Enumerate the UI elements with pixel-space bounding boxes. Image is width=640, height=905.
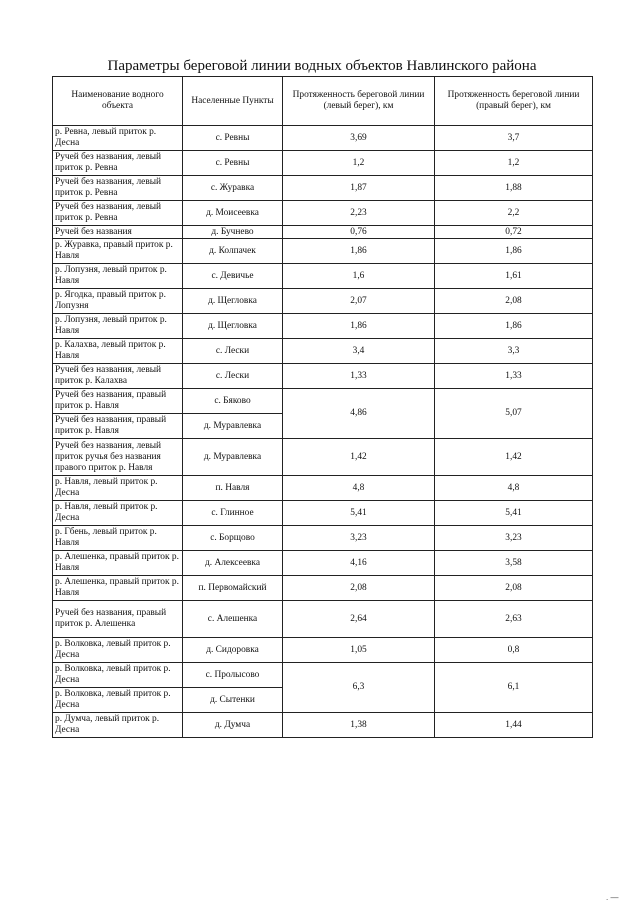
cell-settlement: с. Ревны (183, 126, 283, 151)
cell-name: р. Журавка, правый приток р. Навля (53, 239, 183, 264)
cell-name: Ручей без названия (53, 226, 183, 239)
cell-left: 1,86 (283, 239, 435, 264)
cell-right: 1,42 (435, 439, 593, 476)
cell-name: р. Калахва, левый приток р. Навля (53, 339, 183, 364)
cell-left: 1,87 (283, 176, 435, 201)
table-row (53, 389, 593, 414)
table-row (53, 289, 593, 314)
cell-name: р. Волковка, левый приток р. Десна (53, 638, 183, 663)
cell-right: 0,72 (435, 226, 593, 239)
cell-right: 5,41 (435, 501, 593, 526)
cell-settlement: д. Колпачек (183, 239, 283, 264)
cell-left: 1,2 (283, 151, 435, 176)
cell-name: Ручей без названия, левый приток р. Ревна (53, 176, 183, 201)
cell-settlement: с. Пролысово (183, 663, 283, 688)
cell-settlement: с. Глинное (183, 501, 283, 526)
cell-right: 1,86 (435, 239, 593, 264)
cell-left: 2,08 (283, 576, 435, 601)
table-row (53, 239, 593, 264)
cell-right: 3,58 (435, 551, 593, 576)
cell-left: 5,41 (283, 501, 435, 526)
cell-name: р. Волковка, левый приток р. Десна (53, 688, 183, 713)
table-row (53, 176, 593, 201)
table-header-row (53, 77, 593, 126)
cell-settlement: д. Сытенки (183, 688, 283, 713)
table-row (53, 201, 593, 226)
header-name: Наименование водного объекта (53, 77, 183, 126)
cell-right: 2,08 (435, 289, 593, 314)
cell-settlement: с. Борщово (183, 526, 283, 551)
cell-settlement: д. Бучнево (183, 226, 283, 239)
cell-settlement: д. Щегловка (183, 314, 283, 339)
cell-right: 2,08 (435, 576, 593, 601)
cell-right: 1,33 (435, 364, 593, 389)
table-row (53, 339, 593, 364)
cell-name: Ручей без названия, левый приток р. Калахва (53, 364, 183, 389)
footer-mark: . — (606, 893, 619, 902)
cell-name: р. Навля, левый приток р. Десна (53, 476, 183, 501)
table-row (53, 713, 593, 738)
table-row (53, 226, 593, 239)
cell-settlement: с. Бяково (183, 389, 283, 414)
cell-right: 1,61 (435, 264, 593, 289)
cell-left: 0,76 (283, 226, 435, 239)
cell-left: 3,69 (283, 126, 435, 151)
cell-settlement: д. Моисеевка (183, 201, 283, 226)
table-row (53, 551, 593, 576)
cell-left: 4,8 (283, 476, 435, 501)
cell-right: 1,44 (435, 713, 593, 738)
cell-left: 1,42 (283, 439, 435, 476)
cell-right: 3,23 (435, 526, 593, 551)
cell-name: р. Навля, левый приток р. Десна (53, 501, 183, 526)
cell-name: Ручей без названия, правый приток р. Навля (53, 414, 183, 439)
cell-settlement: с. Алешенка (183, 601, 283, 638)
cell-settlement: с. Лески (183, 364, 283, 389)
cell-settlement: с. Девичье (183, 264, 283, 289)
table-row (53, 663, 593, 688)
cell-left: 1,33 (283, 364, 435, 389)
cell-right: 3,3 (435, 339, 593, 364)
cell-left: 1,05 (283, 638, 435, 663)
cell-left: 1,86 (283, 314, 435, 339)
cell-left: 6,3 (283, 663, 435, 713)
cell-settlement: д. Муравлевка (183, 414, 283, 439)
cell-right: 1,2 (435, 151, 593, 176)
cell-left: 3,23 (283, 526, 435, 551)
cell-right: 2,63 (435, 601, 593, 638)
table-row (53, 151, 593, 176)
cell-right: 0,8 (435, 638, 593, 663)
header-right-bank: Протяженность береговой линии (правый берег), км (435, 77, 593, 126)
cell-right: 1,88 (435, 176, 593, 201)
cell-name: Ручей без названия, правый приток р. Навля (53, 389, 183, 414)
cell-settlement: д. Сидоровка (183, 638, 283, 663)
cell-name: р. Лопузня, левый приток р. Навля (53, 314, 183, 339)
cell-name: Ручей без названия, левый приток ручья без названия правого приток р. Навля (53, 439, 183, 476)
cell-settlement: п. Первомайский (183, 576, 283, 601)
cell-name: р. Алешенка, правый приток р. Навля (53, 551, 183, 576)
table-row (53, 439, 593, 476)
cell-left: 4,16 (283, 551, 435, 576)
header-settlement: Населенные Пункты (183, 77, 283, 126)
cell-name: р. Алешенка, правый приток р. Навля (53, 576, 183, 601)
cell-name: р. Ревна, левый приток р. Десна (53, 126, 183, 151)
cell-left: 2,07 (283, 289, 435, 314)
cell-name: р. Волковка, левый приток р. Десна (53, 663, 183, 688)
cell-settlement: д. Алексеевка (183, 551, 283, 576)
cell-settlement: д. Щегловка (183, 289, 283, 314)
cell-name: Ручей без названия, правый приток р. Алешенка (53, 601, 183, 638)
table-row (53, 638, 593, 663)
table-row (53, 264, 593, 289)
cell-left: 2,64 (283, 601, 435, 638)
table-row (53, 526, 593, 551)
cell-left: 1,6 (283, 264, 435, 289)
cell-name: Ручей без названия, левый приток р. Ревна (53, 201, 183, 226)
cell-right: 2,2 (435, 201, 593, 226)
table-row (53, 576, 593, 601)
table-row (53, 501, 593, 526)
cell-left: 3,4 (283, 339, 435, 364)
table-row (53, 314, 593, 339)
cell-right: 3,7 (435, 126, 593, 151)
cell-left: 2,23 (283, 201, 435, 226)
shoreline-table (52, 76, 593, 738)
cell-name: р. Лопузня, левый приток р. Навля (53, 264, 183, 289)
table-row (53, 126, 593, 151)
cell-settlement: п. Навля (183, 476, 283, 501)
cell-right: 5,07 (435, 389, 593, 439)
cell-left: 1,38 (283, 713, 435, 738)
cell-settlement: с. Лески (183, 339, 283, 364)
header-left-bank: Протяженность береговой линии (левый берег), км (283, 77, 435, 126)
cell-name: р. Гбень, левый приток р. Навля (53, 526, 183, 551)
cell-name: р. Думча, левый приток р. Десна (53, 713, 183, 738)
cell-right: 6,1 (435, 663, 593, 713)
table-row (53, 476, 593, 501)
cell-name: Ручей без названия, левый приток р. Ревна (53, 151, 183, 176)
cell-settlement: д. Муравлевка (183, 439, 283, 476)
cell-settlement: с. Ревны (183, 151, 283, 176)
cell-settlement: с. Журавка (183, 176, 283, 201)
cell-name: р. Ягодка, правый приток р. Лопузня (53, 289, 183, 314)
cell-right: 1,86 (435, 314, 593, 339)
cell-settlement: д. Думча (183, 713, 283, 738)
table-row (53, 364, 593, 389)
cell-left: 4,86 (283, 389, 435, 439)
table-row (53, 601, 593, 638)
cell-right: 4,8 (435, 476, 593, 501)
document-title: Параметры береговой линии водных объектов Навлинского района (107, 58, 537, 74)
